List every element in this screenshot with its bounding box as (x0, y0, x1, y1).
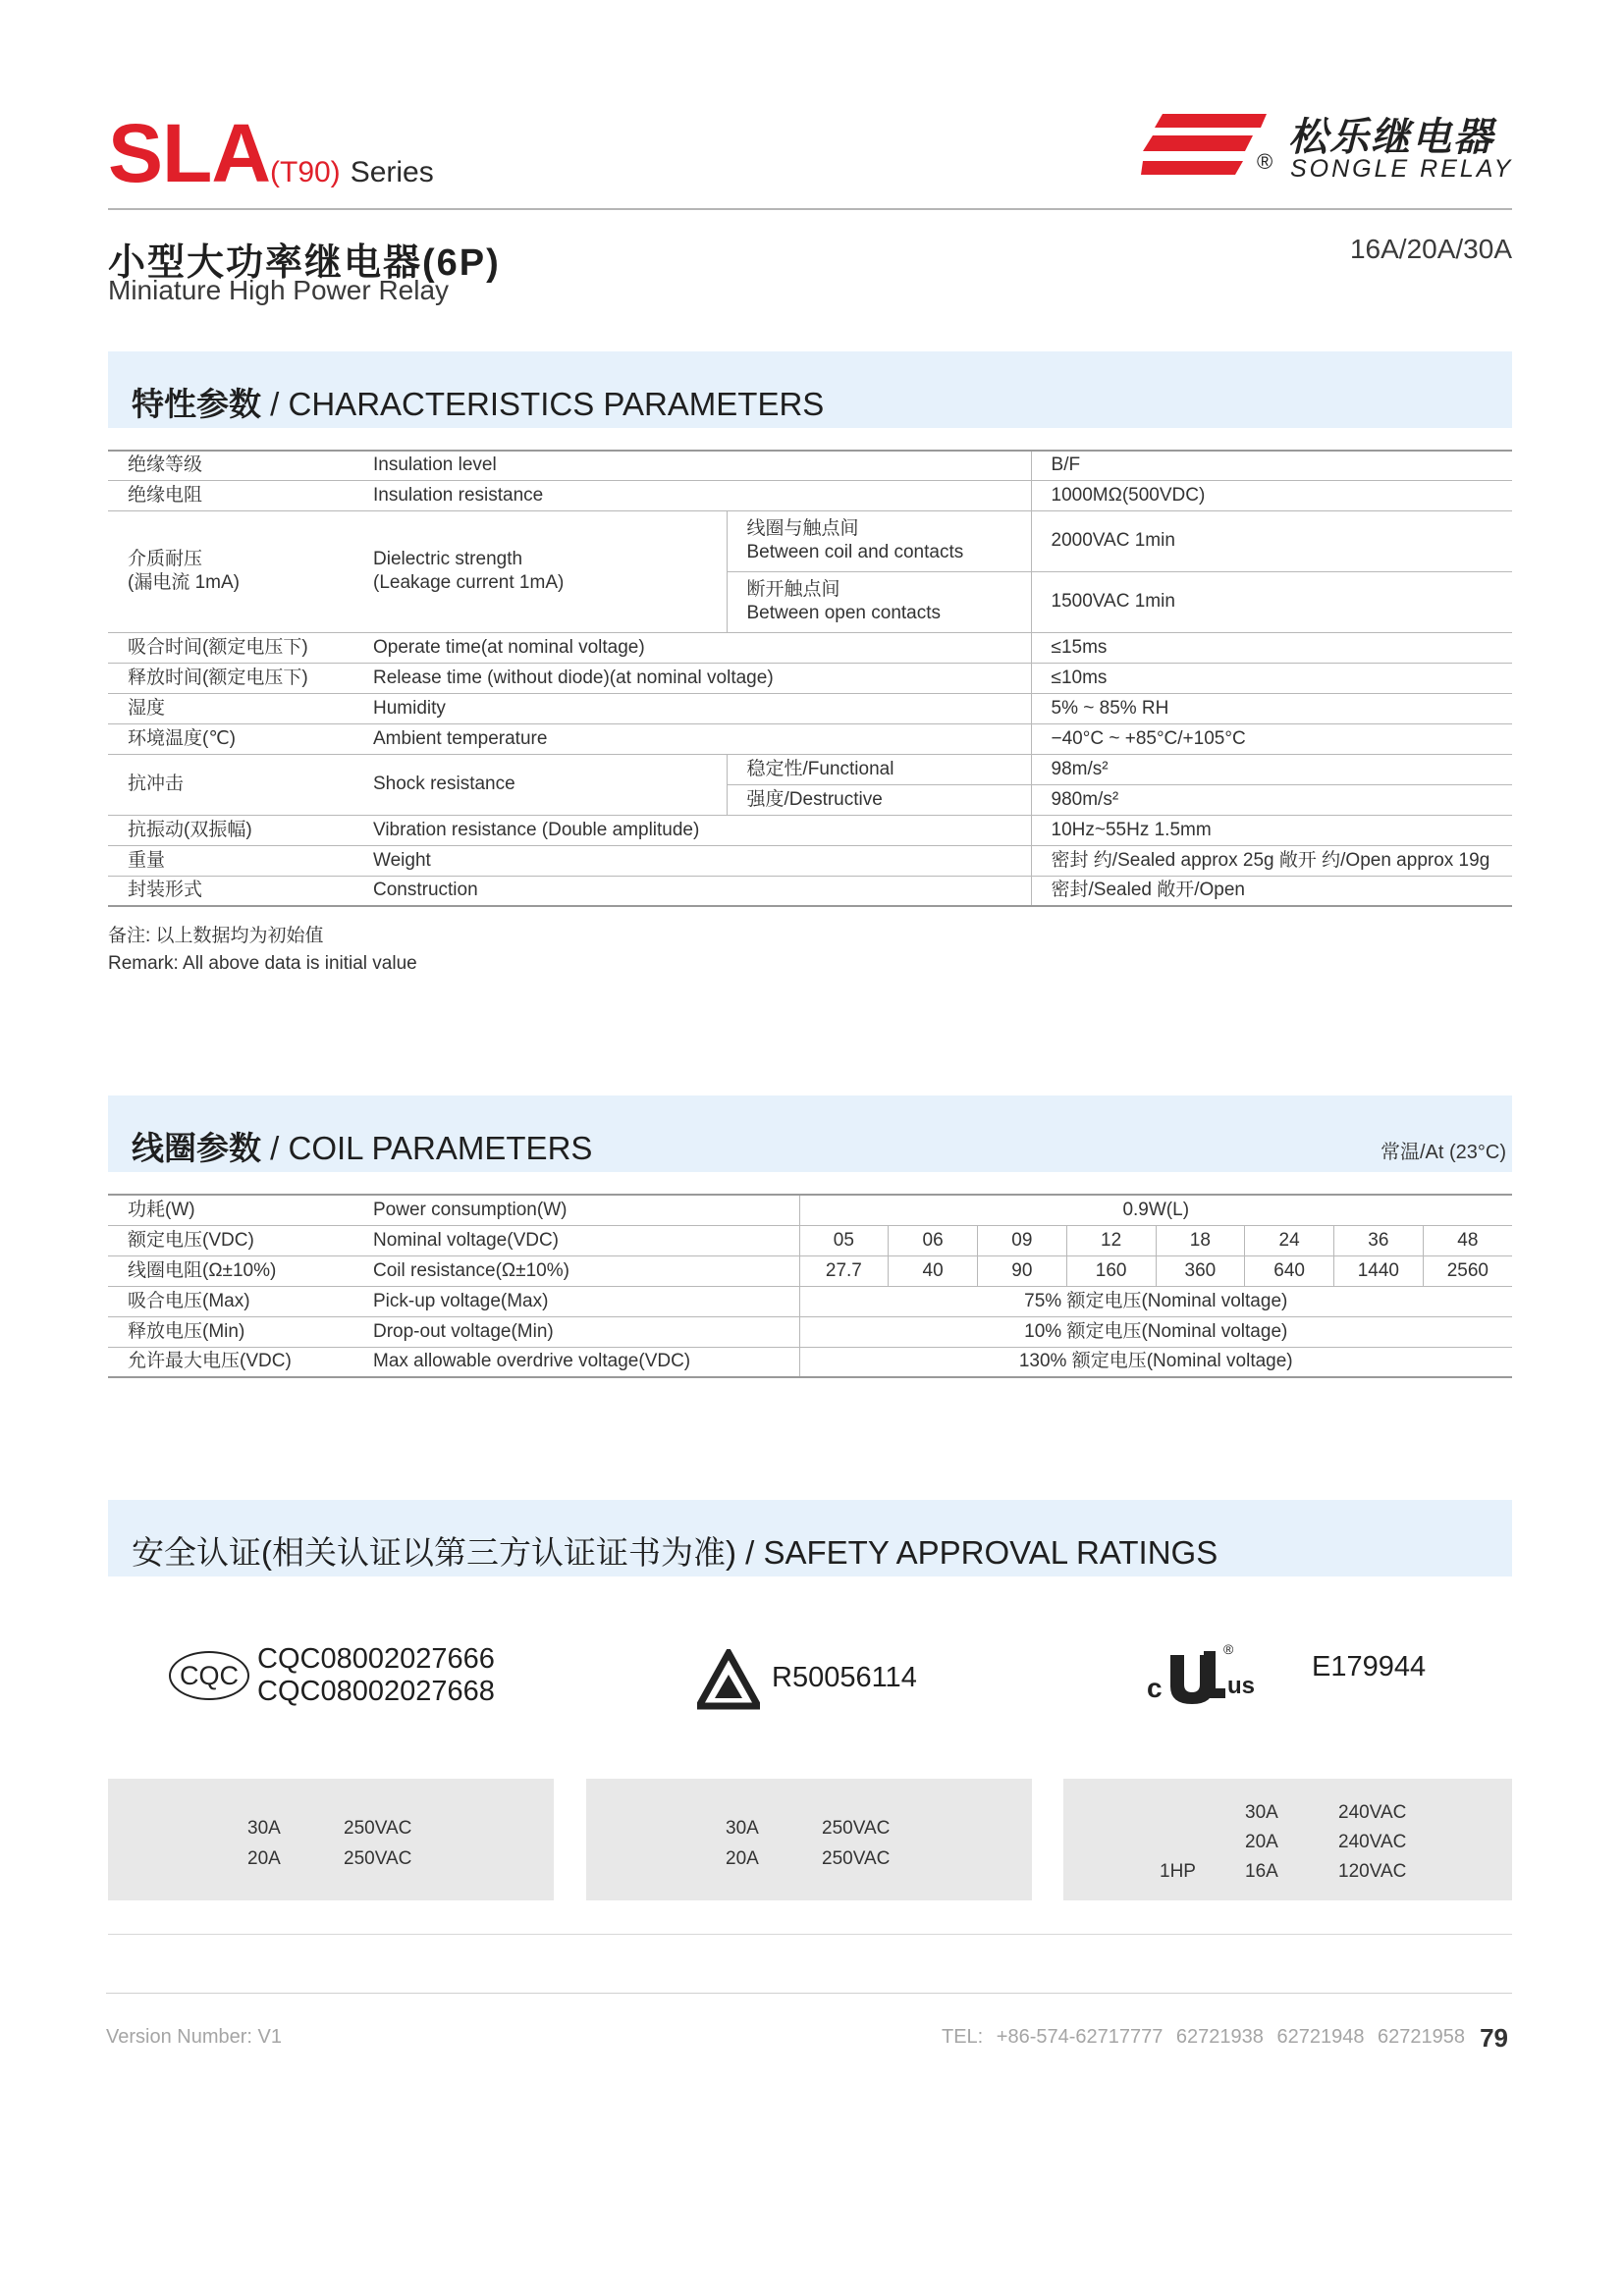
series-sub: (T90) (270, 156, 341, 188)
cqc-certification (169, 1629, 522, 1718)
tuv-certification (697, 1629, 992, 1718)
coil-banner (108, 1095, 1512, 1172)
table-row: 允许最大电压(VDC) Max allowable overdrive voltage(VDC) 130% 额定电压(Nominal voltage) (108, 1347, 1512, 1377)
series-main: SLA (108, 107, 270, 199)
table-row: 湿度 Humidity 5% ~ 85% RH (108, 693, 1512, 723)
table-row: 断开触点间 Between open contacts 1500VAC 1min (108, 571, 1512, 632)
characteristics-table (108, 450, 1512, 907)
footer-telephone: TEL: +86-574-62717777 62721938 62721948 62721958 (941, 2026, 1465, 2048)
brand-en: SONGLE RELAY (1290, 155, 1514, 183)
songle-stripes-icon (1141, 112, 1267, 181)
ul-logo-icon (1164, 1649, 1225, 1706)
table-row: 强度/Destructive 980m/s² (108, 784, 1512, 815)
cqc-logo-icon: CQC (169, 1651, 249, 1700)
table-row: 释放电压(Min) Drop-out voltage(Min) 10% 额定电压(Nominal voltage) (108, 1316, 1512, 1347)
tuv-ratings-box: 30A 250VAC 20A 250VAC (586, 1779, 1032, 1900)
series-word: Series (350, 156, 434, 188)
table-row: 线圈电阻(Ω±10%) Coil resistance(Ω±10%) 27.7 40 90 160 360 640 1440 2560 (108, 1255, 1512, 1286)
cqc-number-1: CQC08002027666 (257, 1643, 495, 1675)
table-row: 重量 Weight 密封 约/Sealed approx 25g 敞开 约/Open approx 19g (108, 845, 1512, 876)
table-row: 功耗(W) Power consumption(W) 0.9W(L) (108, 1195, 1512, 1225)
table-row: 介质耐压 (漏电流 1mA) Dielectric strength (Leakage current 1mA) 线圈与触点间 Between coil and contacts 2000VAC 1min (108, 510, 1512, 571)
ul-number: E179944 (1312, 1651, 1427, 1682)
tuv-triangle-icon (697, 1649, 760, 1710)
cqc-number-2: CQC08002027668 (257, 1676, 495, 1707)
version-number: Version Number: V1 (106, 2026, 282, 2048)
header-rule (108, 208, 1512, 210)
table-row: 环境温度(℃) Ambient temperature −40°C ~ +85°C/+105°C (108, 723, 1512, 754)
table-row: 吸合电压(Max) Pick-up voltage(Max) 75% 额定电压(Nominal voltage) (108, 1286, 1512, 1316)
page-title-cn: 小型大功率继电器(6P) (108, 242, 501, 284)
characteristics-heading: 特性参数 / CHARACTERISTICS PARAMETERS (132, 386, 825, 422)
table-row: 吸合时间(额定电压下) Operate time(at nominal voltage) ≤15ms (108, 632, 1512, 663)
footer-divider (106, 1993, 1512, 1994)
divider (108, 1934, 1512, 1935)
page-title-en: Miniature High Power Relay (108, 275, 450, 305)
safety-heading: 安全认证(相关认证以第三方认证证书为准) / SAFETY APPROVAL RATINGS (132, 1534, 1218, 1571)
page-number: 79 (1480, 2023, 1508, 2053)
table-row: 绝缘等级 Insulation level B/F (108, 451, 1512, 480)
table-row: 额定电压(VDC) Nominal voltage(VDC) 05 06 09 12 18 24 36 48 (108, 1225, 1512, 1255)
brand-cn: 松乐继电器 (1288, 114, 1494, 160)
table-row: 封装形式 Construction 密封/Sealed 敞开/Open (108, 876, 1512, 906)
current-ratings: 16A/20A/30A (1349, 234, 1512, 264)
table-row: 抗冲击 Shock resistance 稳定性/Functional 98m/s² (108, 754, 1512, 784)
ul-certification: c ® us E179944 (1145, 1629, 1439, 1718)
series-title (108, 106, 434, 201)
safety-banner (108, 1500, 1512, 1576)
coil-heading: 线圈参数 / COIL PARAMETERS (132, 1130, 593, 1166)
cqc-ratings-box: 30A 250VAC 20A 250VAC (108, 1779, 554, 1900)
table-row: 释放时间(额定电压下) Release time (without diode)(at nominal voltage) ≤10ms (108, 663, 1512, 693)
tuv-number: R50056114 (772, 1662, 917, 1693)
remark: 备注: 以上数据均为初始值 Remark: All above data is initial value (108, 926, 417, 974)
table-row: 抗振动(双振幅) Vibration resistance (Double amplitude) 10Hz~55Hz 1.5mm (108, 815, 1512, 845)
coil-temperature-note: 常温/At (23°C) (1380, 1142, 1506, 1163)
registered-mark: ® (1257, 149, 1273, 174)
songle-logo (1141, 106, 1514, 185)
characteristics-banner (108, 351, 1512, 428)
table-row: 绝缘电阻 Insulation resistance 1000MΩ(500VDC) (108, 480, 1512, 510)
ul-ratings-box: 30A 240VAC 20A 240VAC 1HP 16A 120VAC (1063, 1779, 1512, 1900)
coil-table (108, 1194, 1512, 1378)
